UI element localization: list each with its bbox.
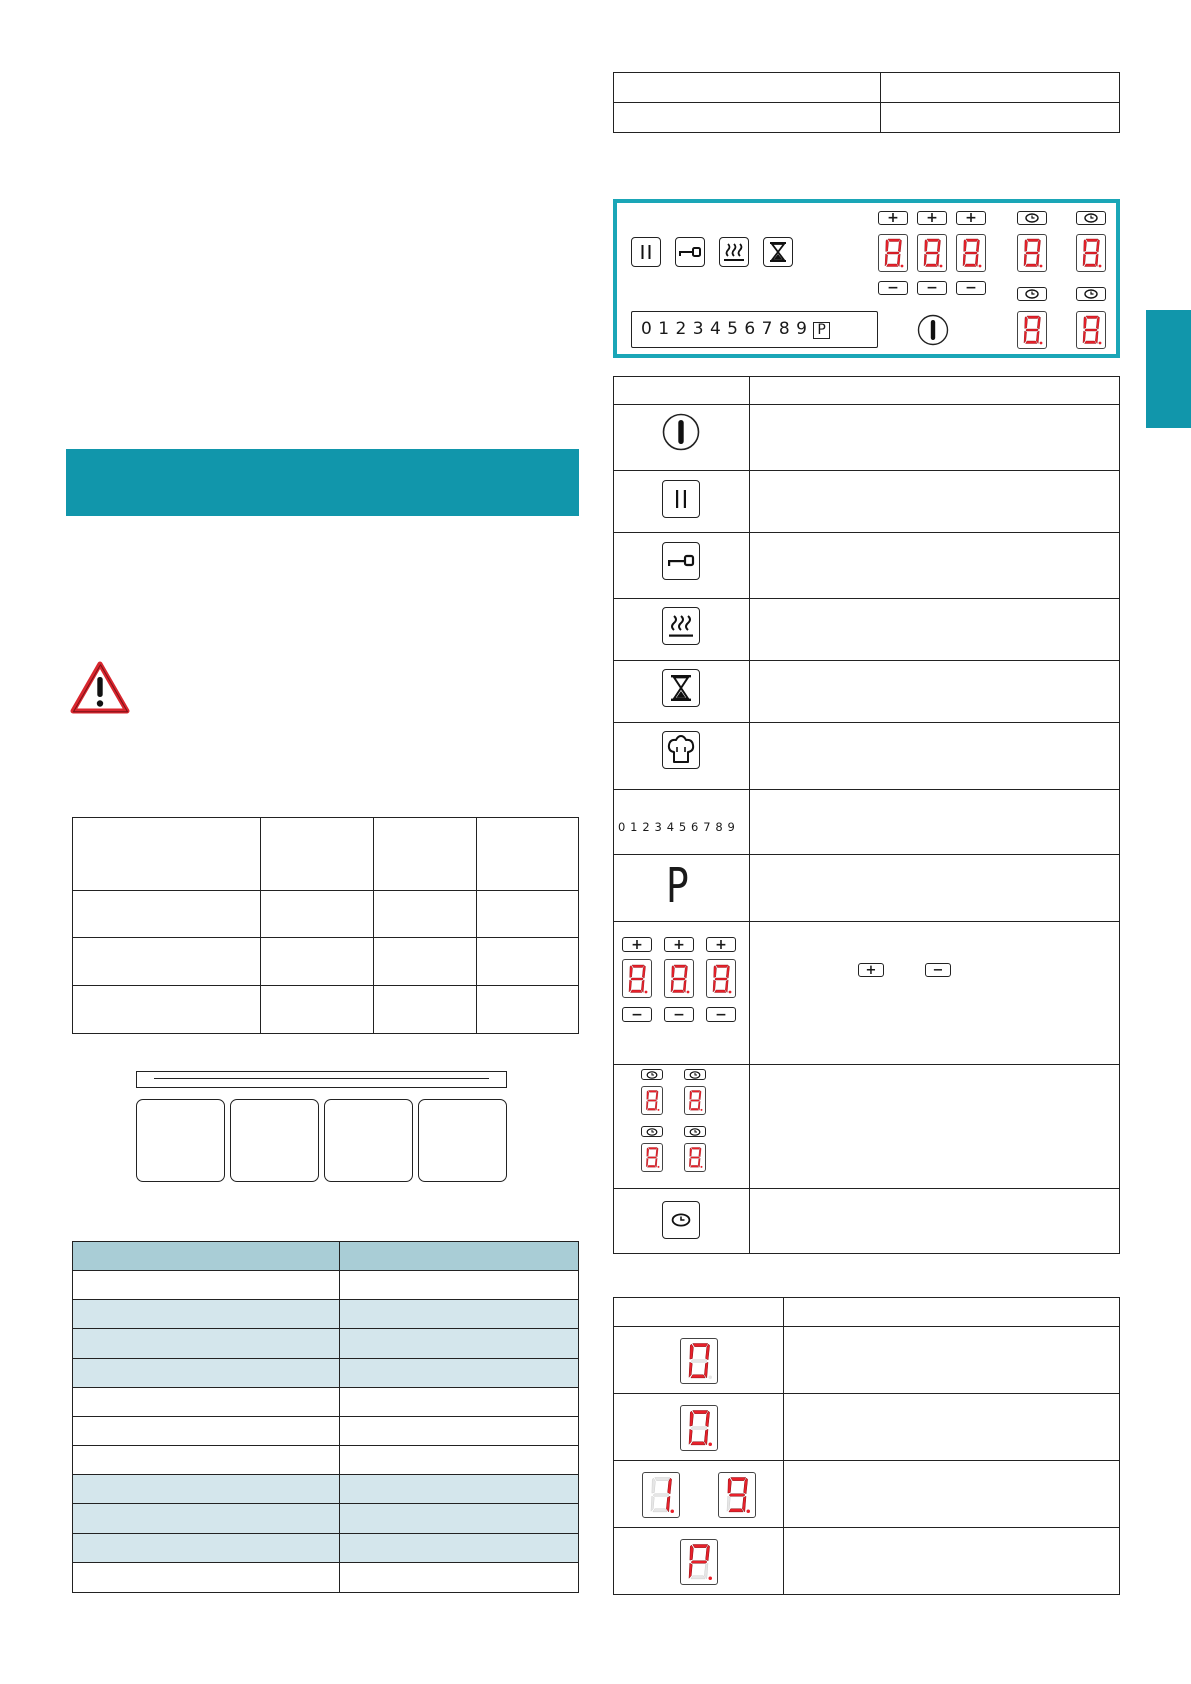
display-p (680, 1539, 718, 1585)
hob-zone (230, 1099, 319, 1182)
timer2-display (1076, 234, 1106, 272)
key-lock-icon (678, 245, 702, 259)
display-nine (718, 1472, 756, 1518)
timer-button-icon (1084, 289, 1098, 299)
zone3-plus-button[interactable]: + (956, 211, 986, 225)
hob-top-strip (136, 1071, 507, 1088)
section-heading-bar (66, 449, 579, 516)
zone1-display (878, 234, 908, 272)
pause-icon (638, 244, 654, 260)
zone2-minus-button[interactable]: − (917, 281, 947, 295)
power-scale-icon: 0 1 2 3 4 5 6 7 8 9 (618, 820, 736, 834)
timer-button-icon (1025, 213, 1039, 223)
timer2-button[interactable] (1076, 211, 1106, 225)
timer4-display (1076, 311, 1106, 349)
pause-icon (662, 480, 700, 518)
timer3-button[interactable] (1017, 287, 1047, 301)
keep-warm-icon (662, 607, 700, 645)
timer1-display (1017, 234, 1047, 272)
boost-p-icon: P (666, 858, 689, 914)
zone1-minus-button[interactable]: − (878, 281, 908, 295)
timer-button-icon (662, 1201, 700, 1239)
left-top-table (72, 817, 579, 1034)
hob-zone (324, 1099, 413, 1182)
power-scale-digits: 0 1 2 3 4 5 6 7 8 9 P (641, 319, 830, 339)
timer-function-button[interactable] (763, 237, 793, 267)
inline-plus-symbol: + (858, 963, 884, 977)
timer-button-icon (1025, 289, 1039, 299)
power-icon (917, 314, 949, 346)
timer3-display (1017, 311, 1047, 349)
display-zero-dot (680, 1405, 718, 1451)
control-panel (613, 199, 1120, 358)
timer-display-icon (640, 1069, 720, 1175)
zone3-minus-button[interactable]: − (956, 281, 986, 295)
spec-table (72, 1241, 579, 1593)
hob-zone (136, 1099, 225, 1182)
display-one (642, 1472, 680, 1518)
zone2-plus-button[interactable]: + (917, 211, 947, 225)
timer4-button[interactable] (1076, 287, 1106, 301)
power-scale-slider[interactable] (631, 311, 878, 348)
power-icon (662, 413, 700, 451)
pause-button[interactable] (631, 237, 661, 267)
keep-warm-icon (723, 242, 745, 262)
display-zero (680, 1338, 718, 1384)
zone-display-icon: + + + − − − (620, 937, 744, 1033)
power-button[interactable] (917, 314, 949, 346)
hob-diagram (136, 1071, 508, 1185)
key-lock-button[interactable] (675, 237, 705, 267)
warning-triangle-icon (70, 661, 130, 715)
hourglass-timer-icon (662, 669, 700, 707)
boost-p-button[interactable]: P (813, 322, 830, 339)
zone2-display (917, 234, 947, 272)
chapter-side-tab (1146, 310, 1191, 428)
chef-hat-icon (662, 731, 700, 769)
hourglass-timer-icon (769, 241, 787, 263)
timer1-button[interactable] (1017, 211, 1047, 225)
timer-button-icon (1084, 213, 1098, 223)
hob-zone (418, 1099, 507, 1182)
zone1-plus-button[interactable]: + (878, 211, 908, 225)
zone3-display (956, 234, 986, 272)
key-lock-icon (662, 542, 700, 580)
inline-minus-symbol: − (925, 963, 951, 977)
top-right-table (613, 72, 1120, 133)
keep-warm-button[interactable] (719, 237, 749, 267)
